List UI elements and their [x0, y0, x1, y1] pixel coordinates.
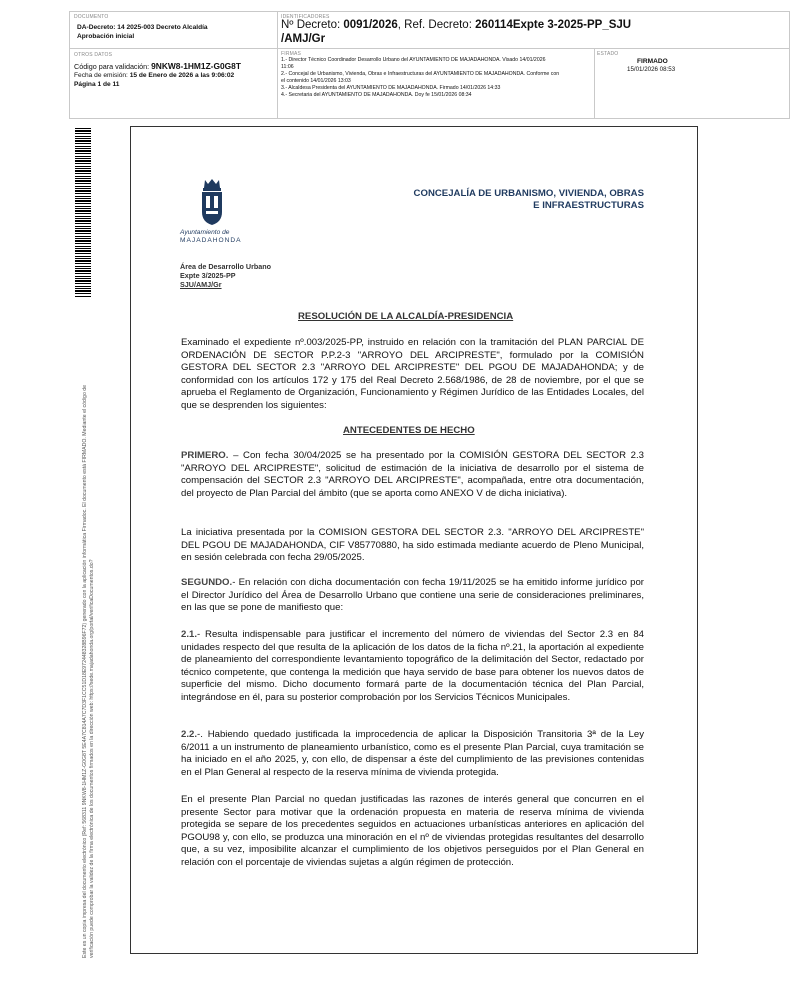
page-count: Página 1 de 11 [74, 81, 120, 88]
municipality-name: MAJADAHONDA [180, 237, 242, 244]
side-text-line: Este es un copia impresa del documento electrónico (Ref: 568311 9NKW8-1HM1Z-G0G8T 5E4A7C814A7C7D3F1CC51D18E972448328B96F72) generado con la aplicación informática Firmadoc. El documento está FIRMADO. Mediante el código de [82, 384, 88, 958]
area-name: Área de Desarrollo Urbano [180, 262, 272, 271]
validation-line [74, 61, 241, 71]
estado-date: 15/01/2026 08:53 [627, 66, 676, 73]
concejalia-title-2: E INFRAESTRUCTURAS [533, 200, 644, 211]
side-text-line: verificación puede comprobar la validez de la firma electrónica de los documentos firmados en la dirección web: https://sede.majadahonda.org/portal/verificaDocumentos.do? [89, 559, 95, 958]
firma-line: el contenido 14/01/2026 13:03 [281, 78, 351, 84]
expediente-ref: SJU/AMJ/Gr [180, 280, 222, 289]
header-top-box [69, 11, 790, 49]
estado-label: ESTADO [597, 51, 619, 57]
firma-line: 1.- Director Técnico Coordinador Desarrollo Urbano del AYUNTAMIENTO DE MAJADAHONDA. Visado 14/01/2026 [281, 57, 546, 63]
point-2-1-paragraph [181, 629, 644, 705]
expediente-number: Expte 3/2025-PP [180, 271, 236, 280]
point-2-2-text: -. Habiendo quedado justificada la improcedencia de aplicar la Disposición Transitoria 3ª de la Ley 6/2011 a un instrumento de planeamiento urbanístico, como es el presente Plan Parcial, cuya tramitación se ha iniciado en el año 2025, y, con ello, de dispensar a éste del cumplimiento de las previsiones contenidas en el Plan General al respecto de la reserva mínima de vivienda protegida. [181, 729, 644, 778]
documento-label: DOCUMENTO [74, 14, 109, 20]
decreto-prefix: Nº Decreto: [281, 19, 341, 31]
emission-date: 15 de Enero de 2026 a las 9:06:02 [129, 72, 235, 79]
segundo-label: SEGUNDO. [181, 577, 233, 588]
decreto-ref-cont: /AMJ/Gr [281, 33, 326, 45]
firmas-label: FIRMAS [281, 51, 302, 57]
decreto-ref-label: , Ref. Decreto: [397, 19, 472, 31]
segundo-paragraph [181, 577, 644, 615]
iniciativa-paragraph: La iniciativa presentada por la COMISION GESTORA DEL SECTOR 2.3. "ARROYO DEL ARCIPRESTE" DEL PGOU DE MAJADAHONDA, CIF V85770880, ha sido estimada mediante acuerdo de Pleno Municipal, en sesión celebrada con fecha 29/05/2025. [181, 527, 644, 564]
header-divider [277, 12, 278, 48]
primero-text: – Con fecha 30/04/2025 se ha presentado por la COMISIÓN GESTORA DEL SECTOR 2.3 "ARROYO DEL ARCIPRESTE", solicitud de estimación de la iniciativa de desarrollo por el sistema de compensación del SECTOR 2.3 "ARROYO DEL ARCIPRESTE", acompañada, entre otra documentación, del proyecto de Plan Parcial del ámbito (que se aporta como ANEXO V de dicha iniciativa). [181, 450, 644, 499]
segundo-text: - En relación con dicha documentación con fecha 19/11/2025 se ha emitido informe jurídico por el Director Jurídico del Área de Desarrollo Urbano que contiene una serie de consideraciones preliminares, en las que se pone de manifiesto que: [181, 577, 644, 614]
resolution-title: RESOLUCIÓN DE LA ALCALDÍA-PRESIDENCIA [298, 311, 514, 322]
estado-value: FIRMADO [637, 58, 668, 65]
primero-paragraph [181, 450, 644, 500]
otros-datos-label: OTROS DATOS [74, 52, 113, 58]
header-bottom-box [69, 48, 790, 119]
point-2-1-label: 2.1. [181, 629, 198, 640]
firma-line: 4.- Secretaria del AYUNTAMIENTO DE MAJADAHONDA. Doy fe 15/01/2026 08:34 [281, 92, 472, 98]
decreto-ref: 260114Expte 3-2025-PP_SJU [475, 19, 632, 31]
header-divider [277, 49, 278, 118]
validation-code: 9NKW8-1HM1Z-G0G8T [151, 61, 241, 71]
firma-line: 11:06 [281, 64, 294, 70]
firma-line: 2.- Concejal de Urbanismo, Vivienda, Obras e Infraestructuras del AYUNTAMIENTO DE MAJADAHONDA. Conforme con [281, 71, 560, 77]
emission-label: Fecha de emisión: [74, 72, 128, 79]
ayuntamiento-label: Ayuntamiento de [180, 229, 230, 236]
validation-label: Código para validación: [74, 62, 150, 71]
decreto-line [281, 19, 631, 31]
barcode-icon [75, 128, 91, 298]
antecedentes-heading: ANTECEDENTES DE HECHO [343, 425, 475, 436]
coat-of-arms-logo [197, 178, 227, 228]
point-2-2-paragraph [181, 729, 644, 779]
firma-line: 3.- Alcaldesa Presidenta del AYUNTAMIENTO DE MAJADAHONDA. Firmado 14/01/2026 14:33 [281, 85, 501, 91]
documento-value: DA-Decreto: 14 2025-003 Decreto Alcaldía [77, 24, 208, 31]
primero-label: PRIMERO. [181, 450, 229, 461]
point-2-2-label: 2.2. [181, 729, 198, 740]
documento-value-2: Aprobación inicial [77, 33, 135, 40]
emission-line [74, 72, 234, 79]
intro-paragraph: Examinado el expediente nº.003/2025-PP, instruido en relación con la tramitación del PLAN PARCIAL DE ORDENACIÓN DE SECTOR P.P.2-3 "ARROYO DEL ARCIPRESTE", formulado por la COMISIÓN GESTORA DEL SECTOR 2.3 "ARROYO DEL ARCIPRESTE" DEL PGOU DE MAJADAHONDA; y de conformidad con los artículos 172 y 175 del Real Decreto 2.568/1986, de 28 de noviembre, por el que se aprueba el Reglamento de Organización, Funcionamiento y Régimen Jurídico de las Entidades Locales, del que se desprenden los siguientes: [181, 337, 644, 411]
decreto-number: 0091/2026 [343, 19, 398, 31]
verification-side-text [82, 385, 96, 958]
concejalia-title: CONCEJALÍA DE URBANISMO, VIVIENDA, OBRAS [413, 188, 644, 199]
final-paragraph: En el presente Plan Parcial no quedan justificadas las razones de interés general que concurren en el presente Sector para motivar que la ordenación propuesta en materia de reserva mínima de vivienda protegida se separe de los precedentes seguidos en actuaciones urbanísticas anteriores en aplicación del PGOU98 y, con ello, se produzca una minoración en el nº de viviendas protegidas resultantes del desarrollo que, a su vez, imposibilite alcanzar el cumplimiento de los objetivos perseguidos por el Plan General en relación con el porcentaje de viviendas sujetas a algún régimen de protección. [181, 794, 644, 868]
identificadores-label: IDENTIFICADORES [281, 14, 330, 20]
point-2-1-text: - Resulta indispensable para justificar el incremento del número de viviendas del Sector 2.3 en 84 unidades respecto del que resulta de la aplicación de los datos de la ficha nº.21, la aportación al expediente de planeamiento del correspondiente levantamiento topográfico de la delimitación del Sector, redactado por técnico competente, que contenga la medición que haya servido de base para obtener los nuevos datos de superficie del mismo. Dicho documento formará parte de la documentación técnica del Plan Parcial, integrándose en él, para su posterior comprobación por los Servicios Técnicos Municipales. [181, 629, 644, 703]
header-divider [594, 49, 595, 118]
